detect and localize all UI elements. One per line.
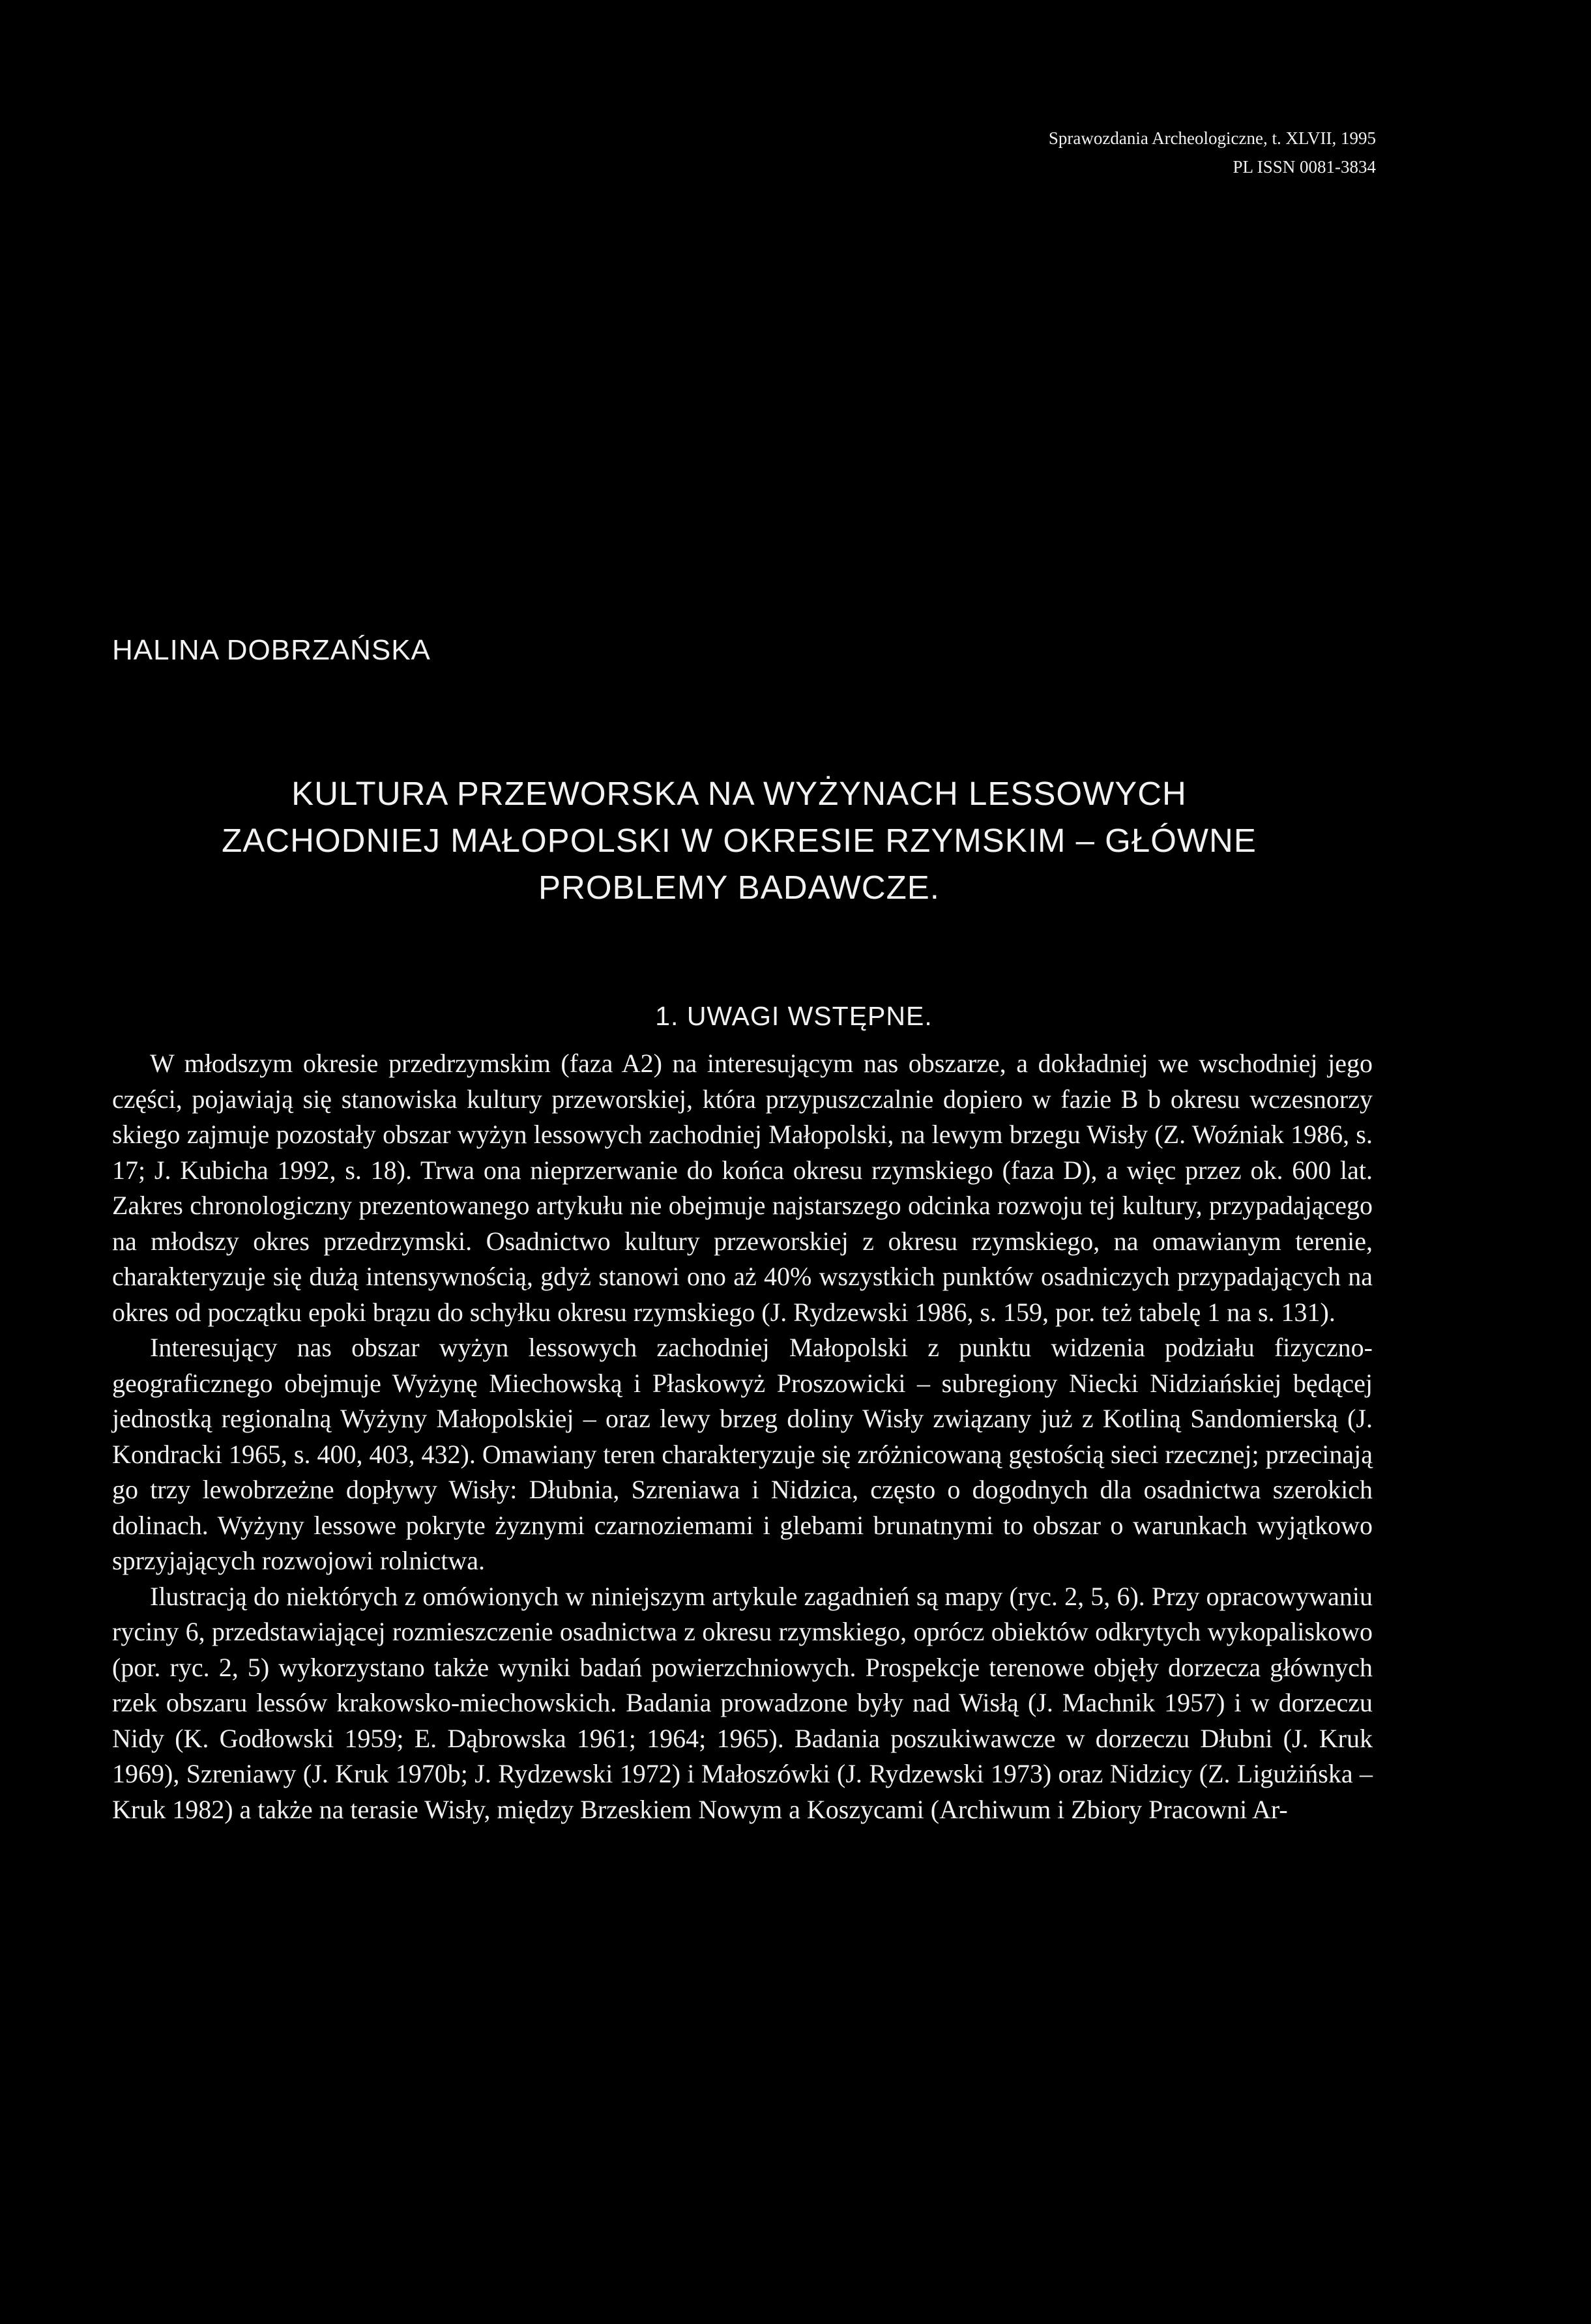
paragraph-2: Interesujący nas obszar wyżyn lessowych zachodniej Małopolski z punktu widzenia podziału fizyczno-geograficznego obejmuje Wyżynę Miechowską i Płaskowyż Proszowicki – subregiony Niecki Nidziańskiej będącej jednostką regionalną Wyżyny Małopolskiej – oraz lewy brzeg doliny Wisły związany już z Kotliną Sandomierską (J. Kondracki 1965, s. 400, 403, 432). Omawiany teren charakteryzuje się zróżnicowaną gęstością sieci rzecznej; przecinają go trzy lewobrzeżne dopływy Wisły: Dłubnia, Szreniawa i Nidzica, często o dogodnych dla osadnictwa szerokich dolinach. Wyżyny lessowe pokryte żyznymi czarnoziemami i glebami brunatnymi to obszar o warunkach wyjątkowo sprzyjających rozwojowi rolnictwa. — [112, 1333, 1373, 1575]
paragraph-3: Ilustracją do niektórych z omówionych w niniejszym artykule zagadnień są mapy (ryc. 2, 5, 6). Przy opracowywaniu ryciny 6, przedstawiającej rozmieszczenie osadnictwa z okresu rzymskiego, oprócz obiektów odkrytych wykopaliskowo (por. ryc. 2, 5) wykorzystano także wyniki badań powierzchniowych. Prospekcje terenowe objęły dorzecza głównych rzek obszaru lessów krakowsko-miechowskich. Badania prowadzone były nad Wisłą (J. Machnik 1957) i w dorzeczu Nidy (K. Godłowski 1959; E. Dąbrowska 1961; 1964; 1965). Badania poszukiwawcze w dorzeczu Dłubni (J. Kruk 1969), Szreniawy (J. Kruk 1970b; J. Rydzewski 1972) i Małoszówki (J. Rydzewski 1973) oraz Nidzicy (Z. Ligużińska – Kruk 1982) a także na terasie Wisły, między Brzeskiem Nowym a Koszycami (Archiwum i Zbiory Pracowni Ar- — [112, 1581, 1373, 1824]
title-line-2: ZACHODNIEJ MAŁOPOLSKI W OKRESIE RZYMSKIM – GŁÓWNE — [222, 822, 1257, 859]
section-heading: 1. UWAGI WSTĘPNE. — [655, 1001, 933, 1031]
article-title — [112, 770, 1366, 911]
paragraph-1: W młodszym okresie przedrzymskim (faza A2) na interesującym nas obszarze, a dokładniej we wschodniej jego części, pojawiają się stanowiska kultury przeworskiej, która przypuszczalnie dopiero w fazie B b okresu wczesnorzy skiego zajmuje pozostały obszar wyżyn lessowych zachodniej Małopolski, na lewym brzegu Wisły (Z. Woźniak 1986, s. 17; J. Kubicha 1992, s. 18). Trwa ona nieprzerwanie do końca okresu rzymskiego (faza D), a więc przez ok. 600 lat. Zakres chronologiczny prezentowanego artykułu nie obejmuje najstarszego odcinka rozwoju tej kultury, przypadającego na młodszy okres przedrzymski. Osadnictwo kultury przeworskiej z okresu rzymskiego, na omawianym terenie, charakteryzuje się dużą intensywnością, gdyż stanowi ono aż 40% wszystkich punktów osadniczych przypadających na okres od początku epoki brązu do schyłku okresu rzymskiego (J. Rydzewski 1986, s. 159, por. też tabelę 1 na s. 131). — [112, 1049, 1373, 1327]
running-header — [1049, 124, 1376, 181]
issn-line: PL ISSN 0081-3834 — [1233, 157, 1376, 177]
author-name: HALINA DOBRZAŃSKA — [112, 634, 431, 666]
journal-citation: Sprawozdania Archeologiczne, t. XLVII, 1995 — [1048, 128, 1376, 148]
title-line-1: KULTURA PRZEWORSKA NA WYŻYNACH LESSOWYCH — [291, 775, 1187, 812]
body-text — [112, 1046, 1373, 1827]
title-line-3: PROBLEMY BADAWCZE. — [538, 869, 940, 906]
